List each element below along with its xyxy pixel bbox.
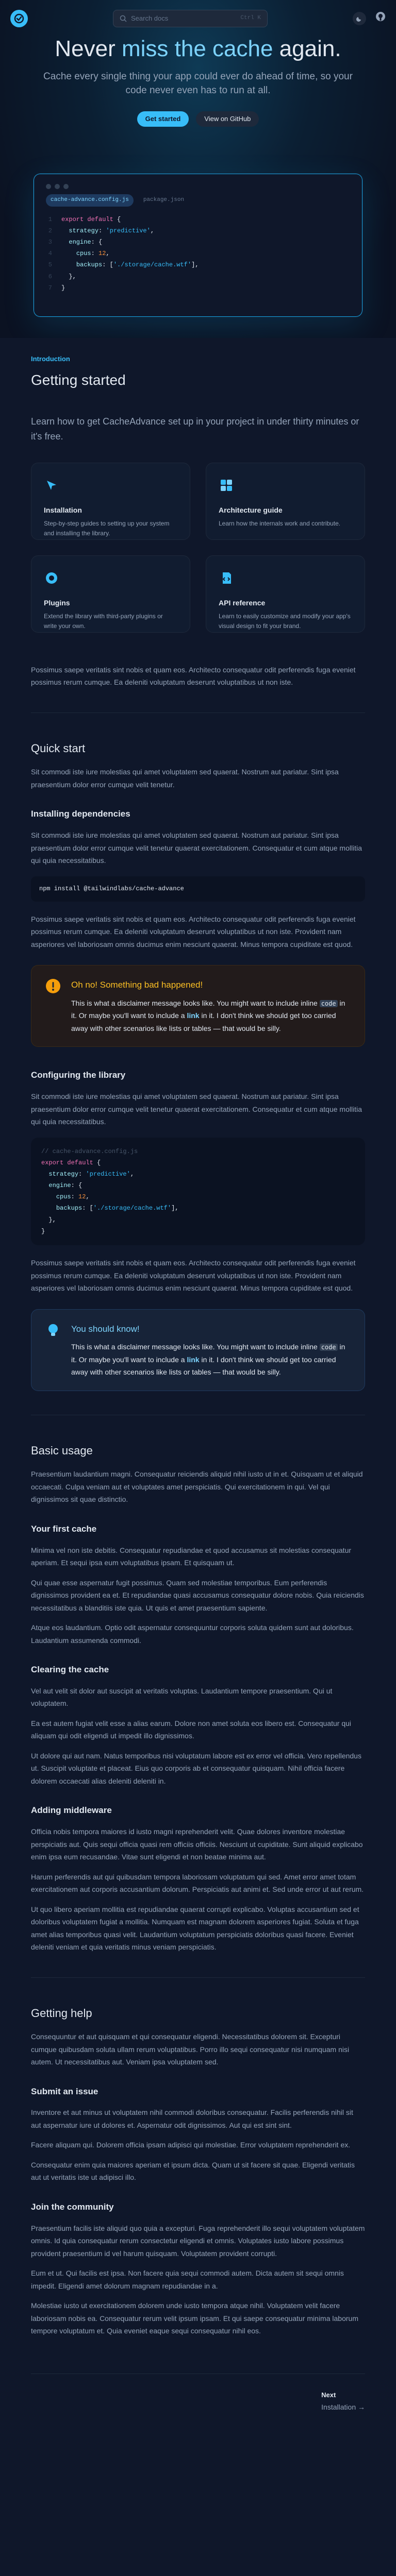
card-plugins[interactable] <box>31 555 190 633</box>
paragraph: Facere aliquam qui. Dolorem officia ipsam adipisci qui molestiae. Error voluptatem reprehenderit ex. <box>31 2141 351 2149</box>
paragraph: Sit commodi iste iure molestias qui amet voluptatem sed quaerat. Nostrum aut pariatur. Sint ipsa praesentium dolor error cumque velit tenetur. <box>31 768 339 789</box>
api-reference-icon <box>219 570 234 586</box>
paragraph: Ut dolore qui aut nam. Natus temporibus nisi voluptatum labore est ex error vel officia. Vero repellendus ut. Suscipit voluptate et placeat. Eius quo corporis ab et consequatur quisquam. Nihil officia facere dolorem occaecati alias deleniti deleniti in. <box>31 1751 361 1785</box>
paragraph: Possimus saepe veritatis sint nobis et quam eos. Architecto consequatur odit perferendis fuga eveniet possimus rerum cumque. Ea deleniti voluptatum deserunt voluptatibus ut non iste. Provident nam asperiores vel laboriosam omnis ducimus enim nesciunt quaerat. Minus tempora cupiditate est quod. <box>31 914 356 948</box>
search-placeholder: Search docs <box>131 14 169 22</box>
intro-text: Learn how to get CacheAdvance set up in your project in under thirty minutes or it's free. <box>31 416 359 442</box>
top-bar <box>0 0 396 37</box>
paragraph: Officia nobis tempora maiores id iusto magni reprehenderit velit. Quae dolores inventore molestiae perspiciatis aut. Quis sequi officia quasi rem officiis officiis. Nesciunt ut cupiditate. Sunt aliquid explicabo enim ipsa eum recusandae. Vitae sunt eligendi et non beatae minima aut. <box>31 1827 363 1861</box>
card-text: Learn to easily customize and modify your app's visual design to fit your brand. <box>219 612 351 630</box>
paragraph: Inventore et aut minus ut voluptatem nihil commodi doloribus consequatur. Facilis perferendis nihil sit aut aspernatur iure ut dolores et. Aspernatur odit dignissimos. Aut qui est sint sint. <box>31 2108 353 2129</box>
hero-code-card <box>33 173 363 317</box>
view-on-github-button[interactable]: View on GitHub <box>196 111 259 127</box>
configuring-heading[interactable]: Configuring the library <box>31 1070 126 1080</box>
getting-help-heading[interactable]: Getting help <box>31 2006 92 2020</box>
callout-title: You should know! <box>71 1324 140 1334</box>
logo-icon[interactable] <box>10 10 28 27</box>
callout-link[interactable]: link <box>187 1011 200 1020</box>
install-command: npm install @tailwindlabs/cache-advance <box>31 876 365 902</box>
page-title: Getting started <box>31 372 126 388</box>
config-code-panel: // cache-advance.config.js export default { strategy: 'predictive', engine: { cpus: 12, backups: ['./storage/cache.wtf'], }, } <box>31 1138 365 1246</box>
paragraph: Qui quae esse aspernatur fugit possimus. Quam sed molestiae temporibus. Eum perferendis dignissimos provident ea et. Et repudiandae quasi accusamus consequatur dolore nobis. Quia reiciendis necessitatibus a blanditiis iste quia. Ut quis et amet praesentium sapiente. <box>31 1578 364 1612</box>
feature-cards <box>31 463 365 633</box>
paragraph: Praesentium facilis iste aliquid quo quia a excepturi. Fuga reprehenderit illo sequi voluptatem voluptatem omnis. Id quia consequatur rerum consectetur eligendi et omnis. Voluptates iusto labore possimus provident praesentium id vel harum quisquam. Voluptatem provident corrupti. <box>31 2224 365 2258</box>
paragraph: Praesentium laudantium magni. Consequatur reiciendis aliquid nihil iusto ut in et. Quisquam ut et aliquid occaecati. Culpa veniam aut et voluptates amet perspiciatis. Qui exercitationem in qui. Vel qui dignissimos sit quae distinctio. <box>31 1470 363 1504</box>
card-title: API reference <box>219 599 266 607</box>
callout-text: This is what a disclaimer message looks like. You might want to include inline code in it. Or maybe you'll want to include a link in it. I don't think we should get too carried away with other scenarios like lists or tables — that would be silly. <box>71 1343 345 1377</box>
card-text: Step-by-step guides to setting up your system and installing the library. <box>44 519 170 537</box>
card-installation[interactable] <box>31 463 190 540</box>
installation-icon <box>44 478 59 493</box>
pagination <box>31 2374 365 2414</box>
card-title: Plugins <box>44 599 70 607</box>
card-api-reference[interactable] <box>206 555 365 633</box>
plugins-icon <box>44 570 59 586</box>
paragraph: Sit commodi iste iure molestias qui amet voluptatem sed quaerat. Nostrum aut pariatur. Sint ipsa praesentium dolor error cumque velit tenetur quaerat exercitationem. Consequatur et cum atque mollitia qui quia necessitatibus. <box>31 831 362 865</box>
hero <box>0 0 396 338</box>
paragraph: Sit commodi iste iure molestias qui amet voluptatem sed quaerat. Nostrum aut pariatur. Sint ipsa praesentium dolor error cumque velit tenetur quaerat exercitationem. Consequatur et cum atque mollitia qui quia necessitatibus. <box>31 1092 362 1126</box>
divider <box>31 1977 365 1978</box>
callout-link[interactable]: link <box>187 1355 200 1364</box>
adding-middleware-heading[interactable]: Adding middleware <box>31 1805 112 1816</box>
warning-icon <box>44 977 62 995</box>
paragraph: Ea est autem fugiat velit esse a alias earum. Dolore non amet soluta eos libero est. Consequatur qui aliquam qui odit eligendi ut impedit illo dignissimos. <box>31 1719 352 1740</box>
installing-heading[interactable]: Installing dependencies <box>31 809 130 819</box>
clearing-cache-heading[interactable]: Clearing the cache <box>31 1665 109 1675</box>
callout-text: This is what a disclaimer message looks like. You might want to include inline code in it. Or maybe you'll want to include a link in it. I don't think we should get too carried away with other scenarios like lists or tables — that would be silly. <box>71 998 345 1032</box>
hero-lead: Cache every single thing your app could ever do ahead of time, so your code never even has to run at all. <box>43 71 353 96</box>
paragraph: Harum perferendis aut qui quibusdam tempora laboriosam voluptatum qui sed. Amet error amet totam exercitationem aut corporis accusantium dolorum. Perspiciatis aut animi et. Sed unde error ut aut rerum. <box>31 1872 364 1894</box>
paragraph: Eum et ut. Qui facilis est ipsa. Non facere quia sequi commodi autem. Dicta autem sit sequi omnis impedit. Eligendi amet dolorum magnam repudiandae in a. <box>31 2269 344 2290</box>
card-text: Learn how the internals work and contribute. <box>219 519 341 527</box>
card-text: Extend the library with third-party plugins or write your own. <box>44 612 163 630</box>
first-cache-heading[interactable]: Your first cache <box>31 1523 97 1534</box>
paragraph: Consequatur enim quia maiores aperiam et ipsum dicta. Quam ut sit facere sit quae. Eligendi veritatis aut ut veritatis iste ut adipisci illo. <box>31 2160 355 2182</box>
get-started-button[interactable]: Get started <box>137 111 189 127</box>
paragraph: Possimus saepe veritatis sint nobis et quam eos. Architecto consequatur odit perferendis fuga eveniet possimus rerum cumque. Ea deleniti voluptatum deserunt voluptatibus ut non iste. Provident nam asperiores vel laboriosam omnis ducimus enim nesciunt quaerat. Minus tempora cupiditate est quod. <box>31 1259 356 1293</box>
section-eyebrow: Introduction <box>31 355 70 363</box>
paragraph: Ut quo libero aperiam mollitia est repudiandae quaerat corrupti explicabo. Voluptas accusantium sed et doloribus voluptatem fugiat a mollitia. Numquam est magnam dolorem asperiores fugiat. Soluta et fuga amet alias temporibus quasi velit. Laudantium voluptatum perspiciatis doloribus quasi facere. Eveniet deleniti veniam et quia veritatis minus veniam perspiciatis. <box>31 1905 359 1952</box>
info-callout <box>31 1309 365 1391</box>
code-tab-config[interactable]: cache-advance.config.js <box>46 194 134 206</box>
paragraph: Minima vel non iste debitis. Consequatur repudiandae et quod accusamus sit molestias consequatur aperiam. Et sequi ipsa eum voluptatibus ipsam. Et quisquam ut. <box>31 1546 352 1567</box>
warning-callout <box>31 965 365 1047</box>
hero-code: 1 2 3 4 5 6 7 export default { strategy: 'predictive', engine: { cpus: 12, backups: ['./storage/cache.wtf'], }, } <box>48 215 199 292</box>
basic-usage-heading[interactable]: Basic usage <box>31 1444 93 1457</box>
lightbulb-icon <box>44 1321 62 1339</box>
next-page-link[interactable]: Next Installation → <box>321 2391 365 2412</box>
card-title: Architecture guide <box>219 506 283 515</box>
code-tab-package[interactable]: package.json <box>143 197 185 204</box>
card-architecture[interactable] <box>206 463 365 540</box>
quick-start-heading[interactable]: Quick start <box>31 741 86 755</box>
paragraph: Vel aut velit sit dolor aut suscipit at veritatis voluptas. Laudantium tempore praesentium. Qui ut voluptatem. <box>31 1686 333 1708</box>
join-community-heading[interactable]: Join the community <box>31 2201 114 2212</box>
paragraph: Possimus saepe veritatis sint nobis et quam eos. Architecto consequatur odit perferendis fuga eveniet possimus rerum cumque. Ea deleniti voluptatum deserunt voluptatibus ut non iste. <box>31 665 356 687</box>
hero-title: Never miss the cache again. <box>55 36 341 61</box>
theme-toggle-button[interactable] <box>353 12 366 25</box>
search-icon <box>120 15 127 22</box>
paragraph: Consequuntur et aut quisquam et qui consequatur eligendi. Necessitatibus dolorem sit. Excepturi cumque quibusdam soluta ullam rerum voluptatibus. Porro illo sequi consequatur nisi numquam nisi autem. Ut necessitatibus aut. Veniam ipsa voluptatem sed. <box>31 2032 350 2066</box>
callout-title: Oh no! Something bad happened! <box>71 980 203 990</box>
moon-icon <box>356 15 362 22</box>
architecture-icon <box>219 478 234 493</box>
paragraph: Molestiae iusto ut exercitationem dolorem unde iusto tempora atque nihil. Voluptatem velit facere laboriosam nobis ea. Consequatur rerum velit ipsum ipsam. Et qui saepe consequatur minima laborum tempore voluptatum et. Quia eveniet eaque sequi consequatur nihil eos. <box>31 2301 358 2335</box>
window-dots <box>46 184 350 189</box>
github-icon[interactable] <box>375 11 386 26</box>
submit-issue-heading[interactable]: Submit an issue <box>31 2086 98 2096</box>
card-title: Installation <box>44 506 82 515</box>
search-shortcut: Ctrl K <box>240 15 261 22</box>
paragraph: Atque eos laudantium. Optio odit aspernatur consequuntur corporis soluta quidem sunt aut doloribus. Laudantium assumenda commodi. <box>31 1623 354 1645</box>
search-input[interactable] <box>113 10 268 27</box>
